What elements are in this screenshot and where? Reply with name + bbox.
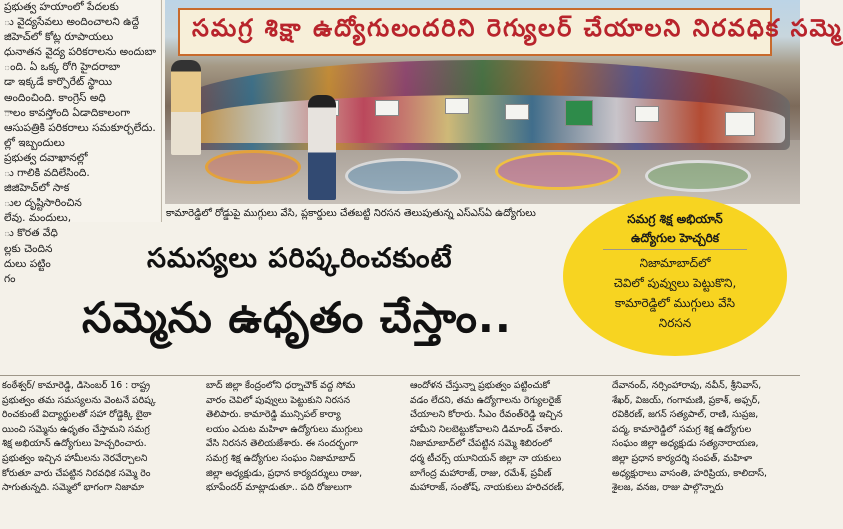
body-line: చేయాలని కోరారు. సీఎం రేవంత్‌రెడ్డి ఇచ్చిన: [410, 409, 563, 421]
body-line: అధ్యక్షురాలు వాసంతి, హరిప్రియ, కాలిదాస్,: [612, 467, 767, 479]
body-line: మహారాజ్, సంతోష్, నాయకులు హరిచరణ్,: [410, 482, 565, 494]
headline-kicker: సమస్యలు పరిష్కరించకుంటే: [147, 243, 453, 274]
placard: [445, 98, 469, 114]
left-column-line: ఆసుపత్రికి పరికరాలు సమకూర్చలేదు.: [4, 121, 156, 134]
left-column-line: జిజిహెచ్‌లో సాక: [4, 182, 70, 195]
left-column-line: అందించింది. కాంగ్రెస్ అధి: [4, 91, 106, 104]
left-column-line: జిహెచ్‌లో కోట్ల రూపాయలు: [4, 31, 114, 44]
body-line: ఆందోళన చేస్తున్నా ప్రభుత్వం పట్టించుకో: [410, 380, 550, 391]
body-column-1: [2, 379, 198, 529]
left-column-line: ు కొరత వేధి: [4, 227, 58, 240]
photo-caption: కామారెడ్డిలో రోడ్డుపై ముగ్గులు వేసి, ప్లకార్డులు చేతబట్టి నిరసన తెలుపుతున్న ఎస్‌ఎస్‌ఏ ఉద్యోగులు: [166, 208, 536, 219]
placard: [375, 100, 399, 116]
body-line: రవికిరణ్, జగన్ సత్యపాల్, రాణి, సుప్రజ,: [612, 409, 759, 421]
body-line: వారం చెవిలో పువ్వులు పెట్టుకుని నిరసన: [206, 394, 351, 406]
body-line: బాగేంద్ర మహారాజ్, రాజు, రమేశ్, ప్రవీణ్: [410, 467, 552, 479]
callout-line: నిరసన: [658, 316, 692, 330]
protest-banner: [178, 8, 843, 56]
body-line: హామీని నిలబెట్టుకోవాలని డిమాండ్ చేశారు.: [410, 423, 563, 435]
left-column-line: ధునాతన వైద్య పరికరాలను అందుబా: [4, 46, 156, 59]
rangoli-pattern: [645, 160, 751, 192]
placard: [725, 112, 755, 136]
rangoli-pattern: [205, 150, 301, 184]
standing-person: [308, 95, 336, 200]
body-line: తెలిపారు. కామారెడ్డి మున్సిపల్ కార్యా: [206, 409, 341, 421]
body-line: ప్రభుత్వం ఇచ్చిన హామీలను నెరవేర్చాలని: [2, 452, 148, 464]
placard: [505, 104, 529, 120]
callout-line: సమగ్ర శిక్ష అభియాన్: [627, 212, 723, 226]
left-column-line: ాలం కావస్తోంది ఏడాదికాలంగా: [4, 106, 131, 119]
body-line: సంఘం జిల్లా అధ్యక్షుడు సత్యనారాయణ,: [612, 438, 759, 450]
body-line: భూపేందర్ మాట్లాడుతూ.. పది రోజులుగా: [206, 482, 352, 494]
left-column-line: ల్లో ఇబ్బందులు: [4, 136, 65, 149]
body-line: వడం లేదని, తమ ఉద్యోగాలను రెగ్యులరైజ్: [410, 394, 562, 406]
left-column-line: ల్లకు చెందిన: [4, 242, 53, 255]
callout-line: కామారెడ్డిలో ముగ్గులు వేసి: [614, 296, 736, 310]
body-line: సమగ్ర శిక్ష ఉద్యోగుల సంఘం నిజామాబాద్: [206, 452, 356, 464]
body-line: జిల్లా అధ్యక్షుడు, ప్రధాన కార్యదర్శులు రాజు,: [206, 467, 363, 479]
left-column-line: లేవు. మందులు,: [4, 212, 72, 225]
body-line: లయం ఎదుట మహిళా ఉద్యోగులు ముగ్గులు: [206, 423, 363, 435]
body-line: జిల్లా ప్రధాన కార్యదర్శి సంపత్, మహిళా: [612, 452, 753, 464]
highlight-callout: [563, 196, 787, 356]
body-line: యించి సమ్మెను ఉధృతం చేస్తామని సమగ్ర: [2, 423, 150, 435]
crowd-front: [195, 95, 785, 143]
body-line: బాద్ జిల్లా కేంద్రంలోని ధర్నాచౌక్ వద్ద సోమ: [206, 380, 356, 391]
body-line: నిజామాబాద్‌లో చేపట్టిన సమ్మె శిబిరంలో: [410, 438, 552, 450]
left-column-line: దులు పట్టిం: [4, 257, 51, 270]
left-column-line: ు వైద్యసేవలు అందించాలని ఉద్దే: [4, 16, 140, 29]
body-line: శిక్ష అభియాన్ ఉద్యోగులు హెచ్చరించారు.: [2, 438, 147, 450]
body-line: కోరుతూ వారు చేపట్టిన నిరవధిక సమ్మె రెం: [2, 467, 151, 479]
left-column-line: ప్రభుత్వ దవాఖానల్లో: [4, 151, 88, 164]
left-news-column: [0, 0, 160, 285]
callout-rule: [603, 249, 747, 250]
body-line: ధర్మ టీచర్స్ యూనియన్ జిల్లా నా యకులు: [410, 452, 562, 464]
placard: [635, 106, 659, 122]
left-column-line: ుల దృష్టిసారించిన: [4, 197, 82, 210]
body-line: శైలజ, వనజ, రాజు పాల్గొన్నారు: [612, 482, 724, 494]
callout-line: నిజామాబాద్‌లో: [639, 256, 711, 270]
body-line: వేసి నిరసన తెలియజేశారు. ఈ సందర్భంగా: [206, 438, 358, 450]
body-line: కంఠేశ్వర్/ కామారెడ్డి, డిసెంబర్ 16 : రాష్ట్ర: [2, 380, 150, 391]
body-line: రించకుంటే విద్యార్థులతో సహా రోడ్డెక్కి బైఠా: [2, 409, 152, 421]
callout-line: ఉద్యోగుల హెచ్చరిక: [630, 231, 720, 245]
banner-text: సమగ్ర శిక్షా ఉద్యోగులందరిని రెగ్యులర్ చేయాలని నిరవధిక సమ్మె: [192, 14, 843, 42]
placard: [565, 100, 593, 126]
body-line: ప్రభుత్వం తమ సమస్యలను వెంటనే పరిష్క: [2, 394, 156, 406]
left-column-line: ంది. ఏ ఒక్క రోగి హైదరాబా: [4, 61, 121, 74]
body-column-2: [206, 379, 402, 529]
body-top-rule: [0, 375, 800, 376]
person-left: [171, 60, 201, 155]
left-column-line: డా ఇక్కడే కార్పొరేట్ స్థాయి: [4, 76, 113, 89]
body-line: సాగుతున్నది. సమ్మెలో భాగంగా నిజామా: [2, 482, 144, 494]
body-line: పద్మ, కామారెడ్డిలో సమగ్ర శిక్ష ఉద్యోగుల: [612, 423, 752, 435]
callout-line: చెవిలో పువ్వులు పెట్టుకొని,: [613, 276, 737, 290]
body-column-3: [410, 379, 606, 529]
body-line: శేఖర్, విజయ్, గంగామణి, ప్రకాశ్, అఫ్సర్,: [612, 394, 761, 406]
left-column-line: గం: [4, 272, 16, 285]
column-divider: [161, 0, 162, 222]
left-column-line: ప్రభుత్వ హయాంలో పేదలకు: [4, 1, 119, 13]
rangoli-pattern: [345, 158, 461, 194]
headline-main: సమ్మెను ఉధృతం చేస్తాం..: [82, 293, 512, 342]
body-column-4: [612, 379, 800, 529]
rangoli-pattern: [495, 152, 621, 190]
body-line: దేవానంద్, నర్సింహారావు, నవీన్, శ్రీనివాస్,: [612, 380, 762, 391]
left-column-line: ు గాలికి వదిలేసింది.: [4, 167, 90, 180]
